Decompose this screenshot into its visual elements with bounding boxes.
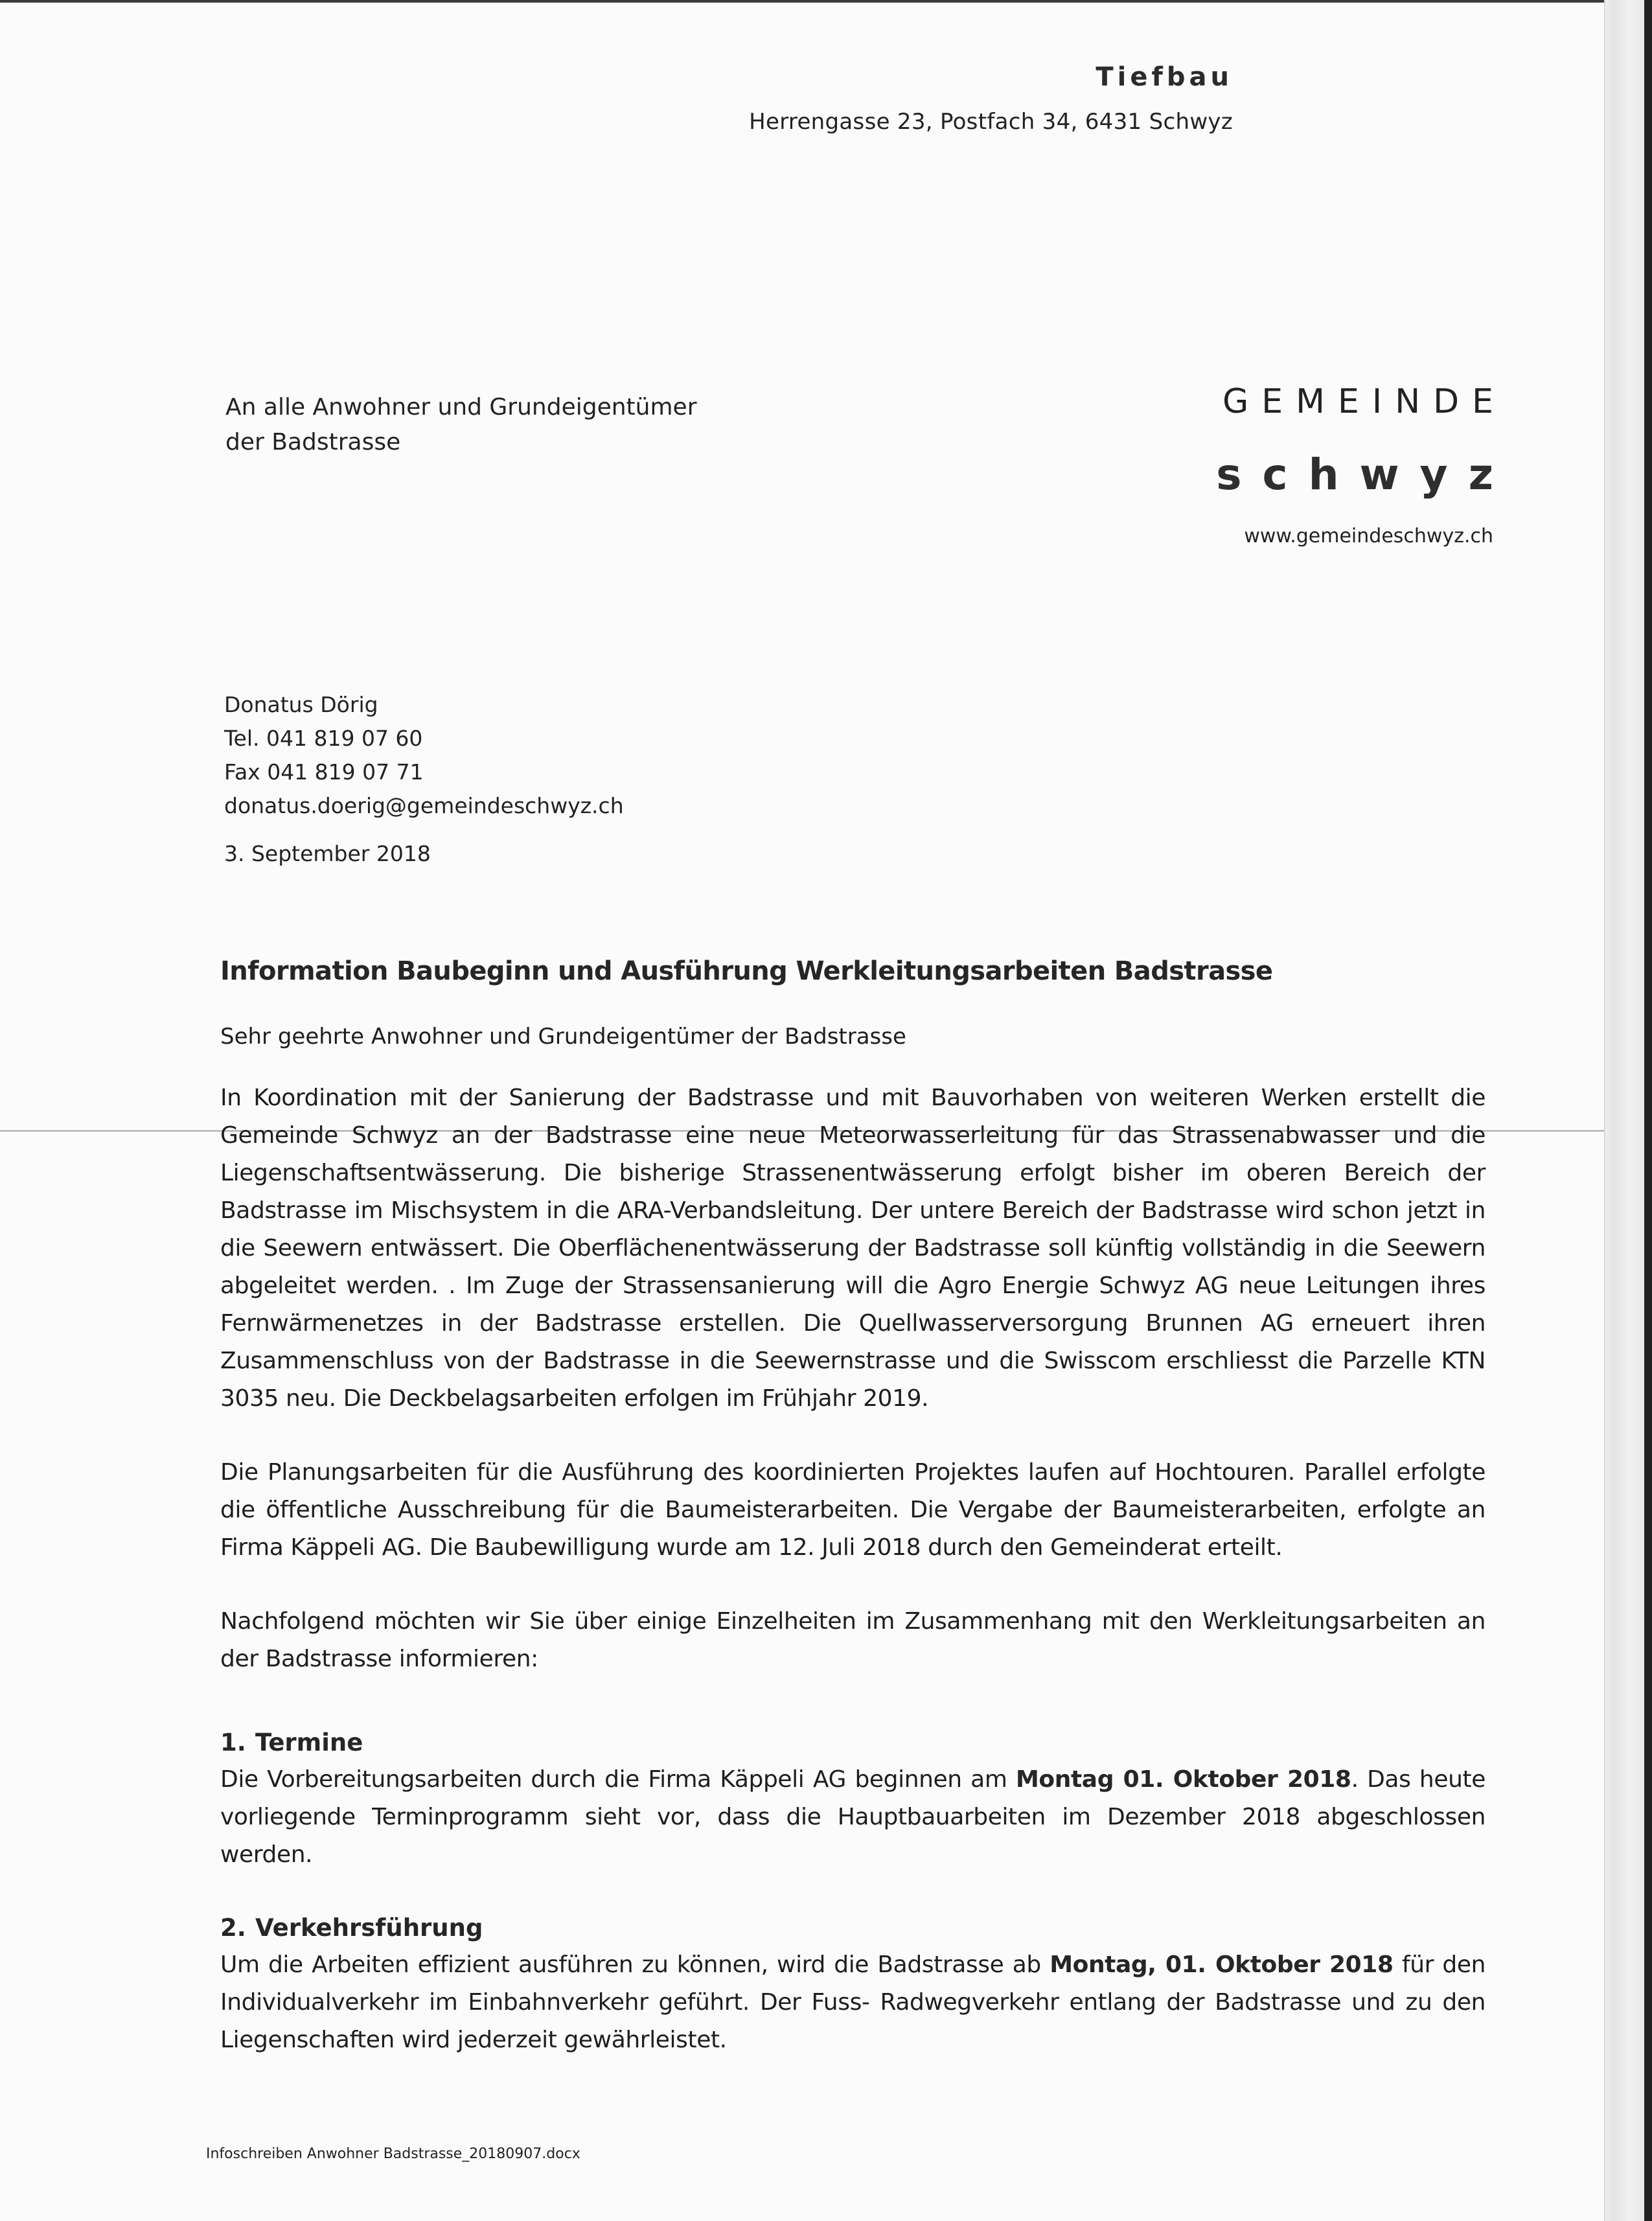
- section-highlight-date: Montag, 01. Oktober 2018: [1050, 1951, 1394, 1978]
- section-text: Die Vorbereitungsarbeiten durch die Firma Käppeli AG beginnen am: [220, 1766, 1016, 1793]
- letter-body: [212, 956, 1486, 2059]
- scan-top-edge: [0, 0, 1652, 3]
- recipient-line-2: der Badstrasse: [225, 429, 401, 455]
- logo-gemeinde-text: GEMEINDE: [1222, 382, 1506, 421]
- department-name: Tiefbau: [1096, 62, 1233, 92]
- section-title: Verkehrsführung: [255, 1914, 483, 1942]
- section-number: 1.: [220, 1729, 246, 1756]
- section-number: 2.: [220, 1914, 246, 1942]
- section-highlight-date: Montag 01. Oktober 2018: [1016, 1766, 1351, 1793]
- section-heading-termine: [220, 1725, 1486, 1761]
- sender-fax: Fax 041 819 07 71: [224, 759, 424, 785]
- paragraph-intro-details: Nachfolgend möchten wir Sie über einige Einzelheiten im Zusammenhang mit den Werkleitungsarbeiten an der Badstrasse informieren:: [220, 1608, 1486, 1672]
- sender-name: Donatus Dörig: [224, 692, 378, 717]
- sender-email: donatus.doerig@gemeindeschwyz.ch: [224, 793, 624, 818]
- paragraph-coordination: In Koordination mit der Sanierung der Badstrasse und mit Bauvorhaben von weiteren Werken erstellt die Gemeinde Schwyz an der Badstrasse eine neue Meteorwasserleitung für das Strassenabwasser und die Liegenschaftsentwässerung. Die bisherige Strassenentwässerung erfolgt bisher im oberen Bereich der Badstrasse im Mischsystem in die ARA-Verbandsleitung. Der untere Bereich der Badstrasse wird schon jetzt in die Seewern entwässert. Die Oberflächenentwässerung der Badstrasse soll künftig vollständig in die Seewern abgeleitet werden. . Im Zuge der Strassensanierung will die Agro Energie Schwyz AG neue Leitungen ihres Fernwärmenetzes in der Badstrasse erstellen. Die Quellwasserversorgung Brunnen AG erneuert ihren Zusammenschluss von der Badstrasse in die Seewernstrasse und die Swisscom erschliesst die Parzelle KTN 3035 neu. Die Deckbelagsarbeiten erfolgen im Frühjahr 2019.: [220, 1085, 1486, 1412]
- paragraph-planning: Die Planungsarbeiten für die Ausführung des koordinierten Projektes laufen auf Hochtouren. Parallel erfolgte die öffentliche Ausschreibung für die Baumeisterarbeiten. Die Vergabe der Baumeisterarbeiten, erfolgte an Firma Käppeli AG. Die Baubewilligung wurde am 12. Juli 2018 durch den Gemeinderat erteilt.: [220, 1459, 1486, 1561]
- section-title: Termine: [255, 1729, 363, 1756]
- letter-subject: Information Baubeginn und Ausführung Werkleitungsarbeiten Badstrasse: [220, 956, 1273, 986]
- scan-dark-border: [1644, 0, 1652, 2221]
- section-heading-verkehrsfuehrung: [220, 1910, 1486, 1946]
- logo-schwyz-text: schwyz: [1216, 450, 1514, 500]
- letter-date: 3. September 2018: [224, 841, 431, 866]
- document-filename: Infoschreiben Anwohner Badstrasse_20180907.docx: [206, 2146, 580, 2162]
- recipient-line-1: An alle Anwohner und Grundeigentümer: [225, 394, 697, 420]
- sender-block: [224, 688, 624, 871]
- section-text: Um die Arbeiten effizient ausführen zu können, wird die Badstrasse ab: [220, 1951, 1050, 1978]
- section-text: . Das heute vorliegende Terminprogramm sieht vor, dass die Hauptbauarbeiten im Dezember 2018 abgeschlossen werden.: [220, 1766, 1486, 1868]
- scan-paper-shadow: [1604, 0, 1646, 2221]
- sender-phone: Tel. 041 819 07 60: [224, 726, 423, 751]
- salutation: Sehr geehrte Anwohner und Grundeigentümer der Badstrasse: [220, 1024, 906, 1050]
- gemeinde-schwyz-logo: [1216, 382, 1514, 547]
- department-address: Herrengasse 23, Postfach 34, 6431 Schwyz: [749, 109, 1233, 135]
- section-body-verkehrsfuehrung: [220, 1946, 1486, 2059]
- section-text: für den Individualverkehr im Einbahnverkehr geführt. Der Fuss- Radwegverkehr entlang der Badstrasse und zu den Liegenschaften wird jederzeit gewährleistet.: [220, 1951, 1486, 2053]
- section-body-termine: [220, 1761, 1486, 1874]
- website-url: www.gemeindeschwyz.ch: [1244, 525, 1493, 547]
- recipient-address: [225, 390, 697, 460]
